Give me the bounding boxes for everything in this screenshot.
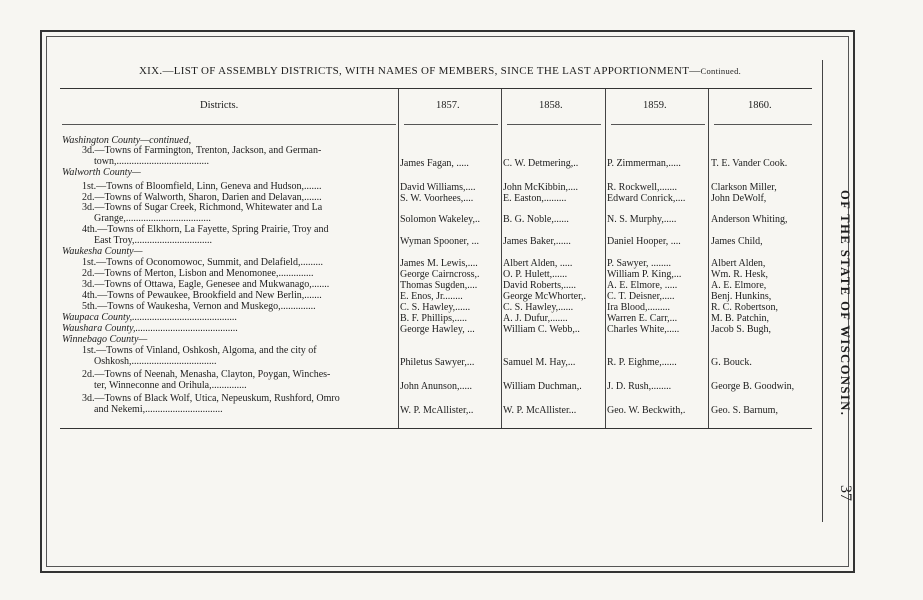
county-heading: Waupaca County,.......................................... bbox=[62, 312, 238, 323]
member-1859: J. D. Rush,........ bbox=[607, 381, 672, 392]
member-1860: Wm. R. Hesk, bbox=[711, 269, 768, 280]
district-line: 1st.—Towns of Vinland, Oshkosh, Algoma, and the city of bbox=[82, 345, 317, 356]
member-1860: M. B. Patchin, bbox=[711, 313, 770, 324]
member-1857: W. P. McAllister,.. bbox=[400, 405, 474, 416]
district-line: East Troy,............................... bbox=[94, 235, 212, 246]
member-1859: C. T. Deisner,..... bbox=[607, 291, 675, 302]
member-1858: James Baker,...... bbox=[503, 236, 571, 247]
district-line: Oshkosh,.................................. bbox=[94, 356, 217, 367]
district-line: 1st.—Towns of Bloomfield, Linn, Geneva and Hudson,....... bbox=[82, 181, 322, 192]
member-1860: Anderson Whiting, bbox=[711, 214, 788, 225]
member-1857: E. Enos, Jr........ bbox=[400, 291, 463, 302]
district-line: 5th.—Towns of Waukesha, Vernon and Muskego,.............. bbox=[82, 301, 316, 312]
member-1860: Benj. Hunkins, bbox=[711, 291, 772, 302]
header-rule-top bbox=[60, 88, 812, 89]
member-1857: Thomas Sugden,.... bbox=[400, 280, 478, 291]
member-1860: Jacob S. Bugh, bbox=[711, 324, 771, 335]
member-1859: Charles White,..... bbox=[607, 324, 680, 335]
member-1860: T. E. Vander Cook. bbox=[711, 158, 788, 169]
member-1858: George McWhorter,. bbox=[503, 291, 586, 302]
header-1858: 1858. bbox=[539, 100, 563, 111]
member-1860: A. E. Elmore, bbox=[711, 280, 767, 291]
member-1858: Samuel M. Hay,... bbox=[503, 357, 576, 368]
member-1858: O. P. Hulett,...... bbox=[503, 269, 568, 280]
member-1857: John Anunson,..... bbox=[400, 381, 472, 392]
header-underline bbox=[507, 124, 601, 125]
member-1859: William P. King,... bbox=[607, 269, 682, 280]
header-districts: Districts. bbox=[200, 100, 239, 111]
member-1859: Warren E. Carr,... bbox=[607, 313, 678, 324]
member-1860: Albert Alden, bbox=[711, 258, 766, 269]
member-1858: B. G. Noble,...... bbox=[503, 214, 569, 225]
district-line: 2d.—Towns of Neenah, Menasha, Clayton, Poygan, Winches- bbox=[82, 369, 331, 380]
member-1859: P. Zimmerman,..... bbox=[607, 158, 681, 169]
district-line: 3d.—Towns of Sugar Creek, Richmond, Whitewater and La bbox=[82, 202, 323, 213]
member-1858: John McKibbin,.... bbox=[503, 182, 578, 193]
column-divider bbox=[708, 89, 709, 428]
member-1859: Edward Conrick,.... bbox=[607, 193, 686, 204]
member-1859: Daniel Hooper, .... bbox=[607, 236, 681, 247]
member-1859: N. S. Murphy,..... bbox=[607, 214, 677, 225]
member-1858: William C. Webb,.. bbox=[503, 324, 580, 335]
header-underline bbox=[611, 124, 705, 125]
header-1857: 1857. bbox=[436, 100, 460, 111]
running-head: OF THE STATE OF WISCONSIN. bbox=[838, 190, 852, 417]
table-title-continued: Continued. bbox=[700, 66, 742, 76]
member-1857: David Williams,.... bbox=[400, 182, 476, 193]
district-line: 3d.—Towns of Black Wolf, Utica, Nepeuskum, Rushford, Omro bbox=[82, 393, 340, 404]
member-1857: B. F. Phillips,..... bbox=[400, 313, 467, 324]
table-title-main: XIX.—LIST OF ASSEMBLY DISTRICTS, WITH NAMES OF MEMBERS, SINCE THE LAST APPORTIONMENT— bbox=[138, 65, 701, 77]
district-line: ter, Winneconne and Orihula,.............. bbox=[94, 380, 247, 391]
county-heading: Walworth County— bbox=[62, 167, 141, 178]
member-1858: William Duchman,. bbox=[503, 381, 582, 392]
district-line: 3d.—Towns of Ottawa, Eagle, Genesee and Mukwanago,....... bbox=[82, 279, 330, 290]
column-divider bbox=[605, 89, 606, 428]
member-1857: S. W. Voorhees,.... bbox=[400, 193, 474, 204]
side-rule bbox=[822, 60, 823, 522]
member-1860: Clarkson Miller, bbox=[711, 182, 777, 193]
district-line: 2d.—Towns of Merton, Lisbon and Menomonee,.............. bbox=[82, 268, 314, 279]
member-1858: Albert Alden, ..... bbox=[503, 258, 573, 269]
member-1859: R. P. Eighme,...... bbox=[607, 357, 677, 368]
member-1858: A. J. Dufur,....... bbox=[503, 313, 568, 324]
member-1858: David Roberts,..... bbox=[503, 280, 577, 291]
member-1860: G. Bouck. bbox=[711, 357, 752, 368]
county-heading: Washington County—continued, bbox=[62, 135, 192, 146]
page-number: 37 bbox=[837, 485, 854, 501]
district-line: and Nekemi,............................... bbox=[94, 404, 223, 415]
member-1857: George Cairncross,. bbox=[400, 269, 480, 280]
member-1857: Wyman Spooner, ... bbox=[400, 236, 479, 247]
county-heading: Waushara County,......................................... bbox=[62, 323, 239, 334]
header-1860: 1860. bbox=[748, 100, 772, 111]
header-underline bbox=[404, 124, 498, 125]
member-1857: James Fagan, ..... bbox=[400, 158, 469, 169]
header-underline bbox=[62, 124, 396, 125]
table-title bbox=[60, 65, 820, 77]
member-1859: P. Sawyer, ........ bbox=[607, 258, 672, 269]
header-underline bbox=[714, 124, 812, 125]
member-1859: Ira Blood,......... bbox=[607, 302, 671, 313]
header-1859: 1859. bbox=[643, 100, 667, 111]
member-1860: George B. Goodwin, bbox=[711, 381, 795, 392]
column-divider bbox=[501, 89, 502, 428]
member-1857: George Hawley, ... bbox=[400, 324, 475, 335]
district-line: Grange,.................................. bbox=[94, 213, 211, 224]
member-1858: E. Easton,......... bbox=[503, 193, 567, 204]
member-1858: W. P. McAllister... bbox=[503, 405, 577, 416]
member-1860: John DeWolf, bbox=[711, 193, 767, 204]
district-line: 4th.—Towns of Elkhorn, La Fayette, Spring Prairie, Troy and bbox=[82, 224, 329, 235]
member-1857: Philetus Sawyer,... bbox=[400, 357, 475, 368]
district-line: 3d.—Towns of Farmington, Trenton, Jackson, and German- bbox=[82, 145, 322, 156]
member-1859: Geo. W. Beckwith,. bbox=[607, 405, 686, 416]
member-1859: R. Rockwell,....... bbox=[607, 182, 677, 193]
district-line: 2d.—Towns of Walworth, Sharon, Darien and Delavan,....... bbox=[82, 192, 322, 203]
member-1860: James Child, bbox=[711, 236, 763, 247]
district-line: town,..................................... bbox=[94, 156, 209, 167]
member-1857: Solomon Wakeley,.. bbox=[400, 214, 481, 225]
member-1857: James M. Lewis,.... bbox=[400, 258, 478, 269]
member-1859: A. E. Elmore, ..... bbox=[607, 280, 678, 291]
member-1860: R. C. Robertson, bbox=[711, 302, 778, 313]
district-line: 1st.—Towns of Oconomowoc, Summit, and Delafield,......... bbox=[82, 257, 323, 268]
member-1860: Geo. S. Barnum, bbox=[711, 405, 778, 416]
district-line: 4th.—Towns of Pewaukee, Brookfield and New Berlin,....... bbox=[82, 290, 322, 301]
county-heading: Waukesha County— bbox=[62, 246, 143, 257]
member-1858: C. W. Detmering,.. bbox=[503, 158, 579, 169]
county-heading: Winnebago County— bbox=[62, 334, 148, 345]
member-1857: C. S. Hawley,...... bbox=[400, 302, 471, 313]
member-1858: C. S. Hawley,...... bbox=[503, 302, 574, 313]
table-bottom-rule bbox=[60, 428, 812, 429]
